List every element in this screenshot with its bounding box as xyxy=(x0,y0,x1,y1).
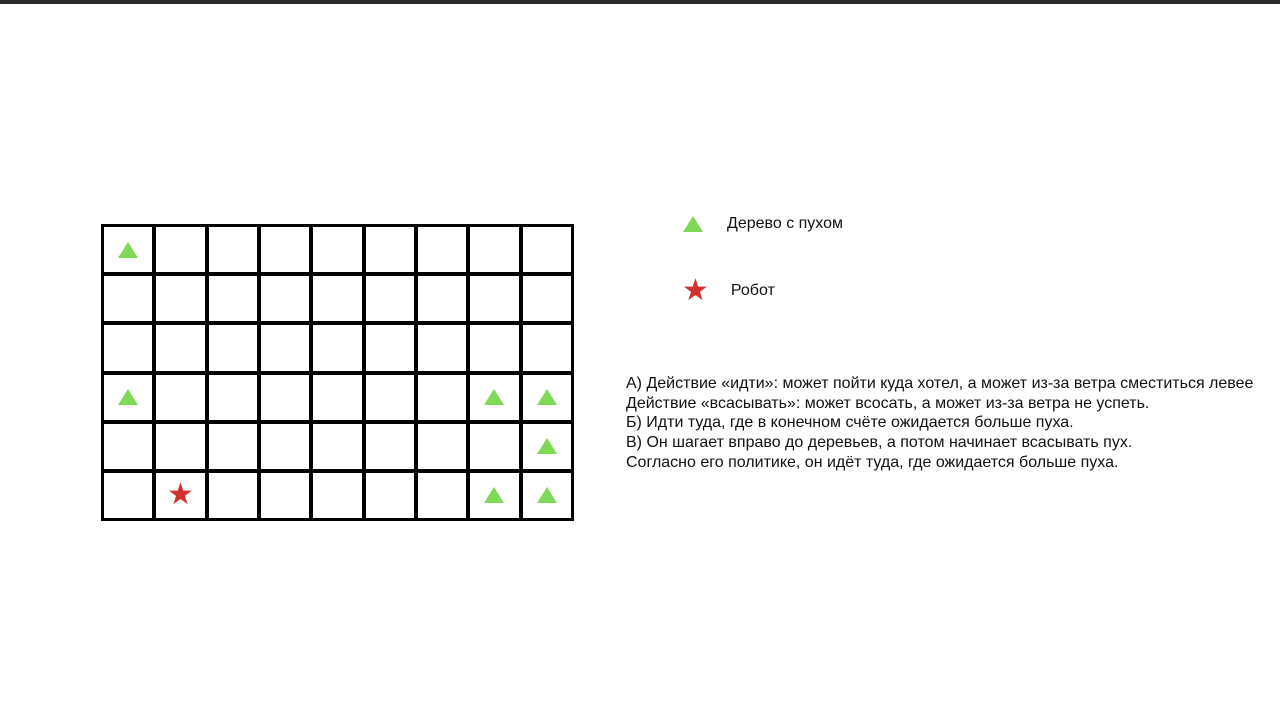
answer-line: А) Действие «идти»: может пойти куда хотел, а может из-за ветра сместиться левее xyxy=(626,375,1254,392)
grid-cell xyxy=(209,473,257,518)
grid-cell xyxy=(470,473,518,518)
grid-cell xyxy=(523,473,571,518)
grid-cell xyxy=(104,473,152,518)
grid-cell xyxy=(261,424,309,469)
grid-cell xyxy=(104,424,152,469)
answer-line: Действие «всасывать»: может всосать, а может из-за ветра не успеть. xyxy=(626,394,1150,412)
triangle-icon xyxy=(484,389,504,405)
grid-cell xyxy=(261,227,309,272)
triangle-icon xyxy=(537,438,557,454)
grid-cell xyxy=(313,325,361,370)
grid-cell xyxy=(209,276,257,321)
legend-tree-label: Дерево с пухом xyxy=(727,215,844,232)
grid-cell xyxy=(366,375,414,420)
triangle-icon xyxy=(484,487,504,503)
grid-cell xyxy=(313,375,361,420)
triangle-icon xyxy=(537,487,557,503)
grid-cell xyxy=(366,325,414,370)
grid-cell xyxy=(156,473,204,518)
grid-cell xyxy=(313,227,361,272)
grid-cell xyxy=(104,276,152,321)
grid-cell xyxy=(156,424,204,469)
grid-cell xyxy=(209,424,257,469)
grid-cell xyxy=(418,473,466,518)
answer-line: Согласно его политике, он идёт туда, где ожидается больше пуха. xyxy=(626,453,1119,471)
grid-cell xyxy=(156,227,204,272)
grid-cell xyxy=(470,424,518,469)
grid-cell xyxy=(366,276,414,321)
top-bar xyxy=(0,0,1280,4)
grid-cell xyxy=(209,375,257,420)
triangle-icon xyxy=(118,389,138,405)
grid-cell xyxy=(156,276,204,321)
grid-cell xyxy=(418,325,466,370)
grid-cell xyxy=(470,325,518,370)
grid-cell xyxy=(523,276,571,321)
grid-cell xyxy=(523,375,571,420)
grid-cell xyxy=(104,375,152,420)
legend-robot-label: Робот xyxy=(730,282,775,299)
grid-cell xyxy=(366,424,414,469)
grid-cell xyxy=(313,424,361,469)
star-icon: ★ xyxy=(682,273,709,308)
triangle-icon xyxy=(683,216,703,232)
grid-cell xyxy=(366,473,414,518)
grid-cell xyxy=(261,276,309,321)
grid-cell xyxy=(418,276,466,321)
grid-cell xyxy=(313,473,361,518)
grid-cell xyxy=(470,227,518,272)
grid-cell xyxy=(418,227,466,272)
star-icon: ★ xyxy=(167,477,194,513)
legend-robot xyxy=(682,273,775,308)
triangle-icon xyxy=(537,389,557,405)
grid-cell xyxy=(313,276,361,321)
grid-cell xyxy=(523,325,571,370)
answer-line: Б) Идти туда, где в конечном счёте ожидается больше пуха. xyxy=(626,414,1074,432)
grid-cell xyxy=(366,227,414,272)
grid-cell xyxy=(523,227,571,272)
grid-board xyxy=(101,224,574,521)
legend-tree xyxy=(683,215,843,233)
grid-cell xyxy=(261,325,309,370)
grid-cell xyxy=(470,276,518,321)
grid-cell xyxy=(209,325,257,370)
grid-cell xyxy=(104,227,152,272)
grid-cell xyxy=(261,473,309,518)
grid-cell xyxy=(418,375,466,420)
grid-cell xyxy=(470,375,518,420)
answer-line: В) Он шагает вправо до деревьев, а потом начинает всасывать пух. xyxy=(626,434,1133,452)
answers-text xyxy=(626,374,1280,473)
grid-cell xyxy=(156,325,204,370)
grid-cell xyxy=(261,375,309,420)
grid-cell xyxy=(104,325,152,370)
grid-cell xyxy=(156,375,204,420)
grid-cell xyxy=(209,227,257,272)
grid-cell xyxy=(418,424,466,469)
triangle-icon xyxy=(118,242,138,258)
grid-cell xyxy=(523,424,571,469)
